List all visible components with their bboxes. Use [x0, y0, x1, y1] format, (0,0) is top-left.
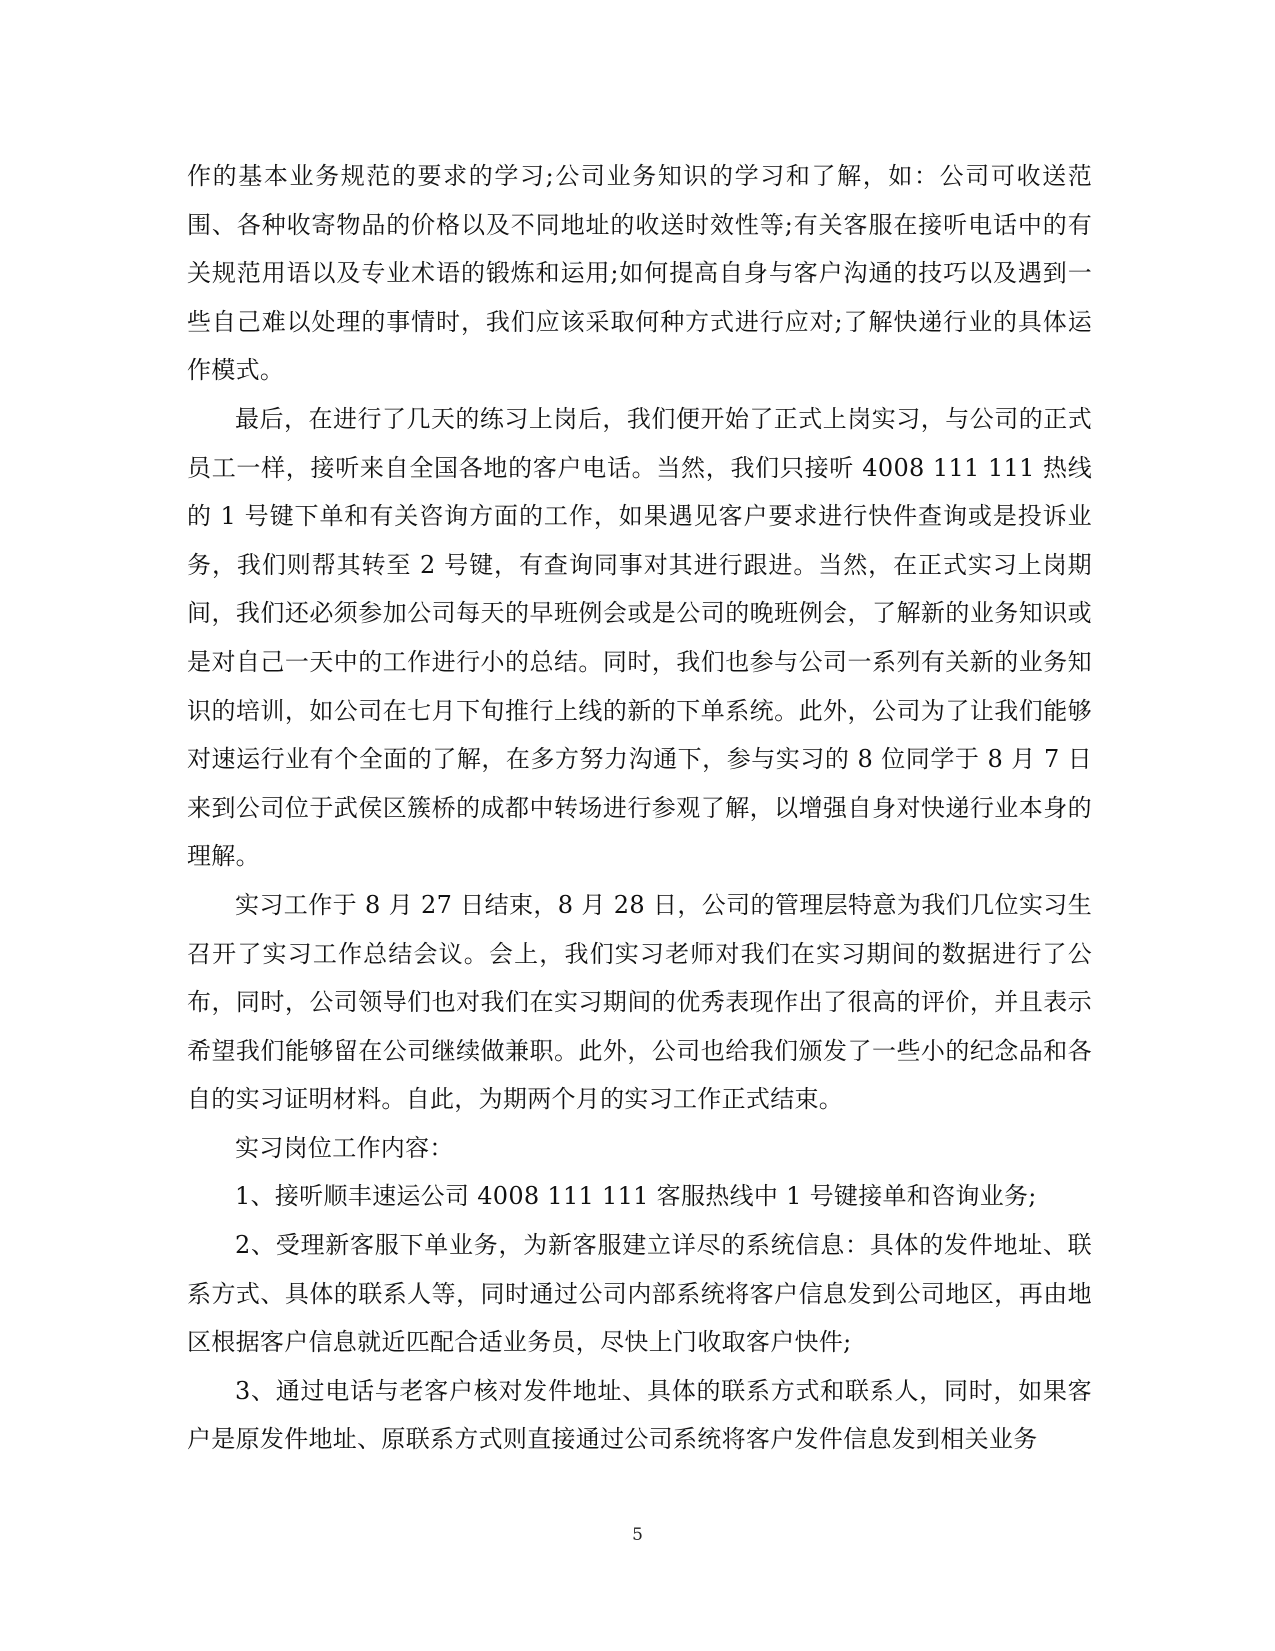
paragraph-internship-start: 最后，在进行了几天的练习上岗后，我们便开始了正式上岗实习，与公司的正式员工一样，接听来自全国各地的客户电话。当然，我们只接听 4008 111 111 热线的 1 号键下单和有关咨询方面的工作，如果遇见客户要求进行快件查询或是投诉业务，我们则帮其转至 2 号键，有查询同事对其进行跟进。当然，在正式实习上岗期间，我们还必须参加公司每天的早班例会或是公司的晚班例会，了解新的业务知识或是对自己一天中的工作进行小的总结。同时，我们也参与公司一系列有关新的业务知识的培训，如公司在七月下旬推行上线的新的下单系统。此外，公司为了让我们能够对速运行业有个全面的了解，在多方努力沟通下，参与实习的 8 位同学于 8 月 7 日来到公司位于武侯区簇桥的成都中转场进行参观了解，以增强自身对快递行业本身的理解。 — [187, 404, 1092, 871]
list-item-2: 2、受理新客服下单业务，为新客服建立详尽的系统信息：具体的发件地址、联系方式、具体的联系人等，同时通过公司内部系统将客户信息发到公司地区，再由地区根据客户信息就近匹配合适业务员，尽快上门收取客户快件; — [187, 1231, 1092, 1357]
paragraph-internship-end: 实习工作于 8 月 27 日结束，8 月 28 日，公司的管理层特意为我们几位实习生召开了实习工作总结会议。会上，我们实习老师对我们在实习期间的数据进行了公布，同时，公司领导们也对我们在实习期间的优秀表现作出了很高的评价，并且表示希望我们能够留在公司继续做兼职。此外，公司也给我们颁发了一些小的纪念品和各自的实习证明材料。自此，为期两个月的实习工作正式结束。 — [187, 890, 1092, 1114]
list-item-3: 3、通过电话与老客户核对发件地址、具体的联系方式和联系人，同时，如果客户是原发件地址、原联系方式则直接通过公司系统将客户发件信息发到相关业务 — [187, 1376, 1092, 1454]
list-item-1: 1、接听顺丰速运公司 4008 111 111 客服热线中 1 号键接单和咨询业务; — [235, 1182, 1037, 1211]
paragraph-continuation: 作的基本业务规范的要求的学习;公司业务知识的学习和了解，如：公司可收送范围、各种收寄物品的价格以及不同地址的收送时效性等;有关客服在接听电话中的有关规范用语以及专业术语的锻炼和运用;如何提高自身与客户沟通的技巧以及遇到一些自己难以处理的事情时，我们应该采取何种方式进行应对;了解快递行业的具体运作模式。 — [187, 162, 1092, 385]
page-number: 5 — [632, 1525, 643, 1545]
section-heading-job-content: 实习岗位工作内容： — [235, 1133, 454, 1162]
body-text — [187, 152, 1092, 1464]
